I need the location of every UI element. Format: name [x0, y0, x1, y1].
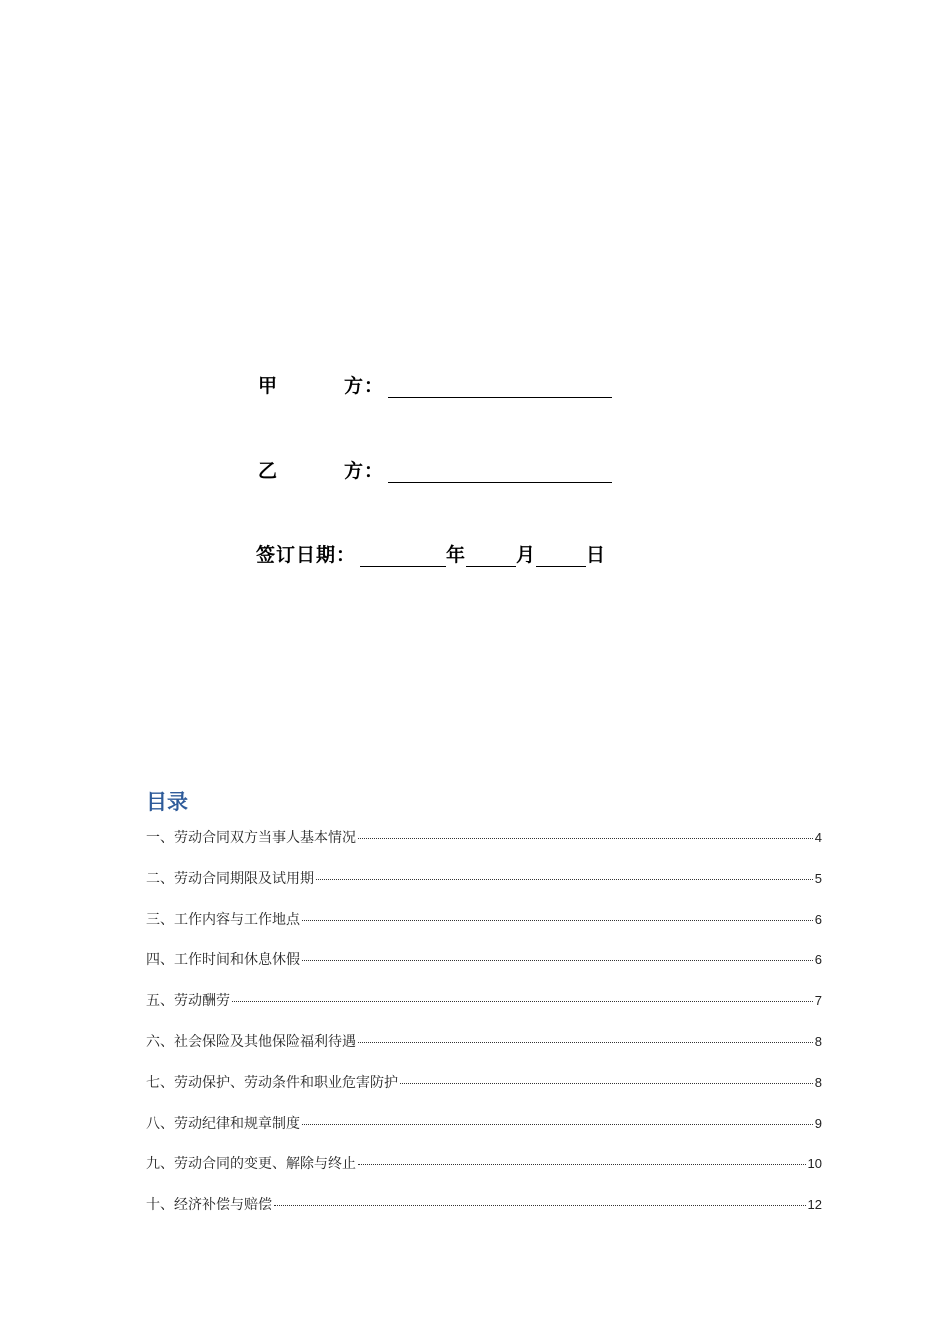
toc-item-text: 十、经济补偿与赔偿 — [146, 1197, 272, 1214]
toc-list — [146, 827, 822, 1235]
signing-day-blank[interactable] — [536, 544, 586, 567]
toc-leader-dots — [358, 1164, 806, 1165]
toc-item-page: 10 — [807, 1156, 822, 1172]
toc-item-page: 6 — [814, 952, 822, 968]
toc-item[interactable] — [146, 1113, 822, 1154]
toc-item[interactable] — [146, 990, 822, 1031]
toc-leader-dots — [302, 1124, 813, 1125]
toc-item[interactable] — [146, 949, 822, 990]
toc-item[interactable] — [146, 1153, 822, 1194]
toc-item-page: 9 — [814, 1115, 822, 1131]
toc-item-text: 一、劳动合同双方当事人基本情况 — [146, 830, 356, 846]
toc-item-text: 九、劳动合同的变更、解除与终止 — [146, 1156, 356, 1173]
signing-year-blank[interactable] — [360, 544, 446, 567]
signing-day-label: 日 — [586, 544, 607, 566]
signing-date-label: 签订日期： — [256, 544, 357, 566]
toc-title: 目录 — [146, 789, 188, 814]
toc-leader-dots — [400, 1083, 813, 1084]
toc-item-text: 二、劳动合同期限及试用期 — [146, 870, 314, 887]
toc-item-text: 八、劳动纪律和规章制度 — [146, 1115, 300, 1132]
toc-item-text: 五、劳动酬劳 — [146, 993, 230, 1010]
toc-item-page: 6 — [814, 911, 822, 927]
toc-item-page: 4 — [814, 830, 822, 845]
toc-item[interactable] — [146, 1072, 822, 1113]
party-b-label-suffix: 方： — [344, 460, 385, 482]
toc-item-page: 8 — [814, 1074, 822, 1090]
signing-month-label: 月 — [516, 544, 537, 566]
toc-leader-dots — [316, 879, 813, 880]
toc-item[interactable] — [146, 909, 822, 950]
toc-leader-dots — [302, 960, 813, 961]
toc-leader-dots — [358, 1042, 813, 1043]
toc-item-text: 四、工作时间和休息休假 — [146, 952, 300, 969]
toc-item-text: 七、劳动保护、劳动条件和职业危害防护 — [146, 1074, 398, 1091]
toc-item-page: 12 — [807, 1197, 822, 1213]
toc-item-text: 六、社会保险及其他保险福利待遇 — [146, 1033, 356, 1050]
signing-year-label: 年 — [446, 544, 467, 566]
signing-month-blank[interactable] — [466, 544, 516, 567]
toc-item-page: 5 — [814, 870, 822, 886]
party-b-row — [258, 453, 612, 483]
toc-leader-dots — [274, 1205, 806, 1206]
party-a-label: 甲 — [258, 375, 279, 397]
party-b-blank[interactable] — [388, 460, 612, 483]
toc-item-page: 7 — [814, 993, 822, 1009]
party-a-label-suffix: 方： — [344, 375, 385, 397]
toc-item-page: 8 — [814, 1033, 822, 1049]
toc-leader-dots — [302, 920, 813, 921]
toc-leader-dots — [232, 1001, 813, 1002]
signing-date-row — [256, 537, 606, 567]
toc-leader-dots — [358, 838, 813, 839]
party-a-blank[interactable] — [388, 375, 612, 398]
toc-item[interactable] — [146, 827, 822, 868]
toc-item-text: 三、工作内容与工作地点 — [146, 911, 300, 928]
toc-item[interactable] — [146, 1031, 822, 1072]
toc-item[interactable] — [146, 1194, 822, 1235]
party-b-label: 乙 — [258, 460, 279, 482]
party-a-row — [258, 368, 612, 398]
toc-item[interactable] — [146, 868, 822, 909]
